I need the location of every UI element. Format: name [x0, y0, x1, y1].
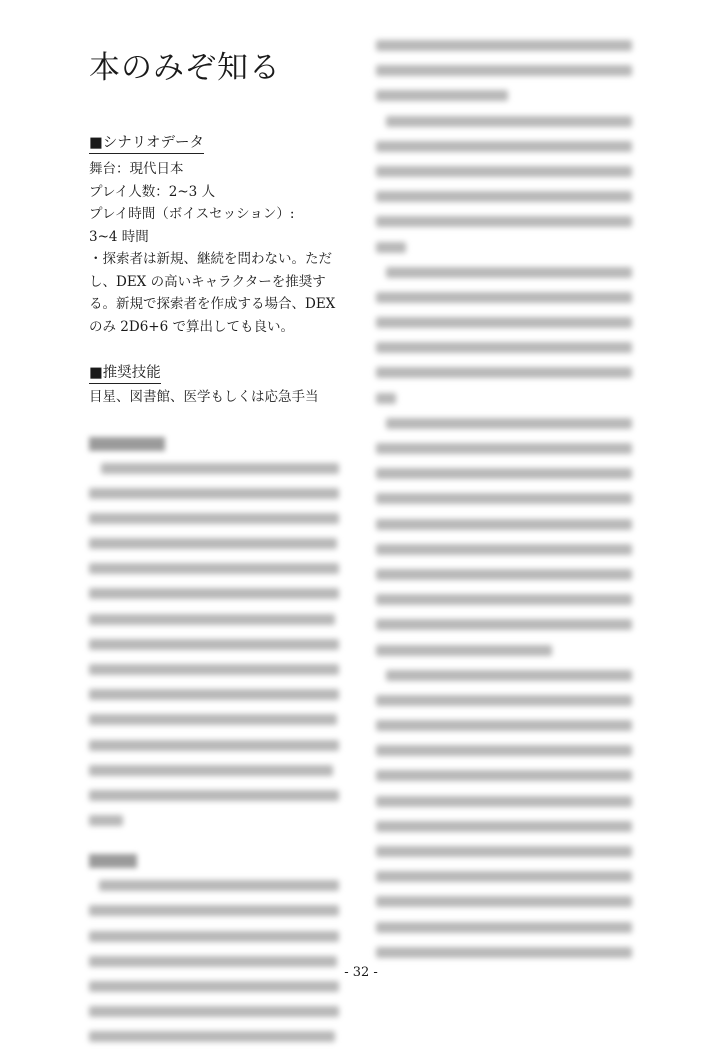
- blurred-text-line: [376, 216, 632, 227]
- blurred-text-line: [89, 614, 335, 625]
- blurred-text-line: [376, 40, 632, 51]
- blurred-text-line: [376, 443, 632, 454]
- blurred-text-line: [99, 880, 339, 891]
- blurred-text-line: [376, 947, 632, 958]
- blurred-text-line: [386, 670, 632, 681]
- left-column: [89, 50, 349, 1056]
- blurred-text-line: [376, 292, 632, 303]
- blurred-text-line: [376, 317, 632, 328]
- blurred-text-line: [376, 569, 632, 580]
- blurred-text-line: [376, 796, 632, 807]
- page-title: 本のみぞ知る: [89, 50, 281, 86]
- scenario-line: し、DEX の高いキャラクターを推奨す: [89, 273, 326, 290]
- recommended-skills-heading: ■推奨技能: [89, 363, 161, 384]
- scenario-line: プレイ人数：2~3 人: [89, 183, 216, 200]
- blurred-text-line: [376, 695, 632, 706]
- blurred-text-line: [376, 90, 508, 101]
- blurred-text-line: [89, 689, 339, 700]
- blurred-text-line: [89, 1031, 335, 1042]
- recommended-skills-section: [89, 362, 349, 409]
- blurred-text-line: [89, 815, 123, 826]
- scenario-data-heading: ■シナリオデータ: [89, 133, 204, 154]
- blurred-text-line: [376, 896, 632, 907]
- blurred-text-line: [101, 463, 339, 474]
- blurred-section-second: [89, 854, 349, 1042]
- right-column: [376, 40, 634, 972]
- blurred-text-line: [89, 905, 339, 916]
- scenario-line: のみ 2D6+6 で算出しても良い。: [89, 318, 294, 335]
- blurred-text-line: [89, 588, 339, 599]
- blurred-text-line: [386, 418, 632, 429]
- scenario-line: る。新規で探索者を作成する場合、DEX: [89, 296, 336, 312]
- blurred-text-line: [376, 493, 632, 504]
- blurred-text-line: [376, 393, 396, 404]
- blurred-text-line: [376, 821, 632, 832]
- scenario-line: 3~4 時間: [89, 228, 149, 245]
- scenario-line: 舞台：現代日本: [89, 161, 184, 177]
- scenario-line: プレイ時間（ボイスセッション）:: [89, 206, 295, 222]
- blurred-text-line: [89, 513, 339, 524]
- blurred-text-line: [376, 720, 632, 731]
- blurred-text-line: [376, 468, 632, 479]
- page-number: - 32 -: [344, 965, 378, 980]
- scenario-line: ・探索者は新規、継続を問わない。ただ: [89, 251, 332, 267]
- blurred-text-line: [376, 65, 632, 76]
- blurred-section-intro: [89, 437, 349, 827]
- blurred-text-line: [376, 846, 632, 857]
- blurred-text-line: [376, 367, 632, 378]
- blurred-text-line: [376, 242, 406, 253]
- blurred-text-line: [89, 538, 337, 549]
- blurred-text-line: [89, 740, 339, 751]
- blurred-text-line: [376, 594, 632, 605]
- blurred-text-line: [376, 871, 632, 882]
- blurred-text-line: [89, 563, 339, 574]
- blurred-text-line: [376, 619, 632, 630]
- blurred-text-line: [89, 765, 333, 776]
- blurred-text-line: [376, 770, 632, 781]
- blurred-text-line: [386, 267, 632, 278]
- blurred-text-line: [376, 342, 632, 353]
- blurred-text-line: [376, 745, 632, 756]
- blurred-text-line: [376, 191, 632, 202]
- blurred-text-line: [89, 1006, 339, 1017]
- blurred-text-line: [376, 519, 632, 530]
- blurred-text-line: [89, 714, 337, 725]
- blurred-text-line: [386, 116, 632, 127]
- blurred-heading: [89, 437, 165, 451]
- blurred-text-line: [89, 790, 339, 801]
- blurred-text-line: [376, 645, 552, 656]
- recommended-skills-text: 目星、図書館、医学もしくは応急手当: [89, 389, 319, 405]
- blurred-text-line: [376, 166, 632, 177]
- blurred-text-line: [89, 488, 339, 499]
- blurred-text-line: [89, 664, 339, 675]
- scenario-data-section: [89, 132, 349, 338]
- blurred-text-line: [89, 981, 339, 992]
- blurred-text-line: [89, 639, 339, 650]
- blurred-text-line: [376, 544, 632, 555]
- blurred-text-line: [376, 922, 632, 933]
- blurred-heading: [89, 854, 137, 868]
- blurred-text-line: [376, 141, 632, 152]
- blurred-text-line: [89, 931, 339, 942]
